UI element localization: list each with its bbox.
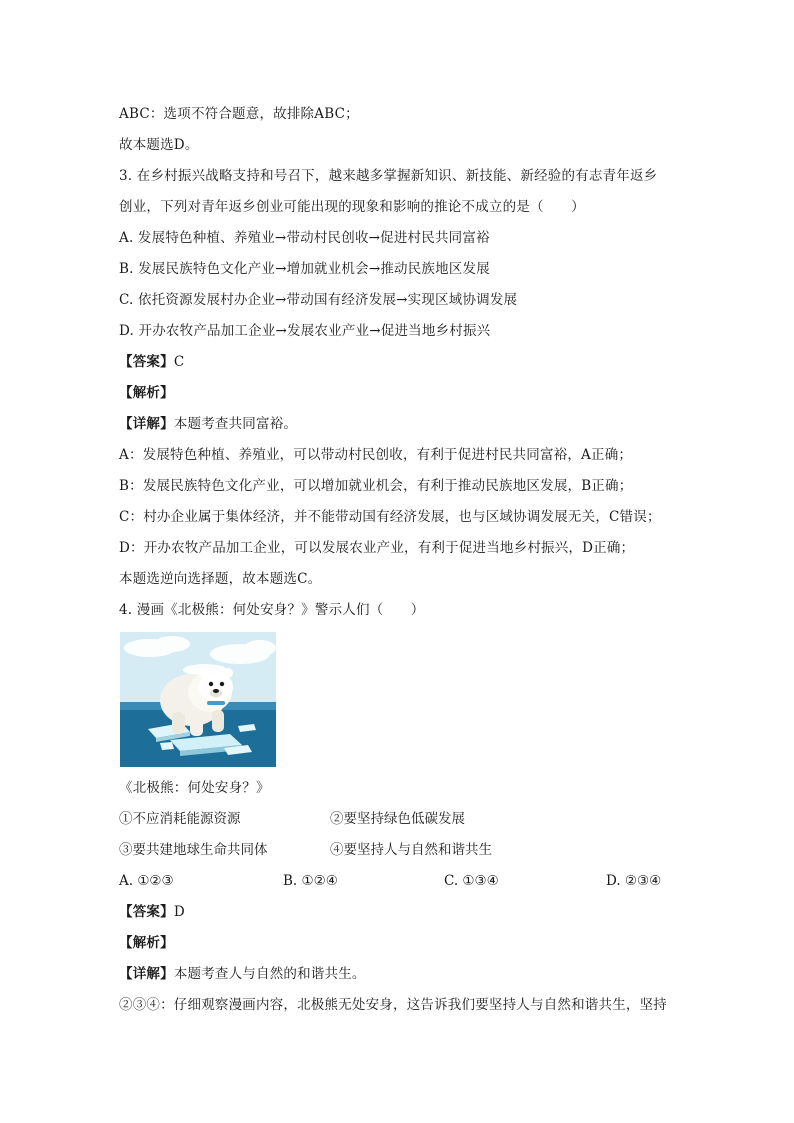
answer-value: C <box>173 354 185 370</box>
question-3-detail <box>119 414 297 434</box>
explanation-b: B：发展民族特色文化产业，可以增加就业机会，有利于推动民族地区发展，B正确； <box>119 478 633 494</box>
detail-tag: 【详解】 <box>119 966 174 982</box>
question-3-option-a: A. 发展特色种植、养殖业→带动村民创收→促进村民共同富裕 <box>119 230 490 246</box>
polar-bear-cartoon <box>120 632 276 767</box>
question-4-option-d: D. ②③④ <box>606 873 662 889</box>
analysis-tag: 【解析】 <box>119 385 174 401</box>
explanation-c: C：村办企业属于集体经济，并不能带动国有经济发展，也与区域协调发展无关，C错误； <box>119 509 661 525</box>
text-line: ABC：选项不符合题意，故排除ABC； <box>119 106 359 122</box>
question-3-answer <box>119 352 184 372</box>
statement-2: ②要坚持绿色低碳发展 <box>330 811 465 827</box>
statement-4: ④要坚持人与自然和谐共生 <box>330 842 492 858</box>
detail-text: 本题考查共同富裕。 <box>173 416 298 432</box>
question-4-option-a: A. ①②③ <box>119 873 174 889</box>
statement-3: ③要共建地球生命共同体 <box>119 842 268 858</box>
question-3-stem: 创业，下列对青年返乡创业可能出现的现象和影响的推论不成立的是（ ） <box>119 199 585 215</box>
detail-text: 本题考查人与自然的和谐共生。 <box>173 966 366 982</box>
answer-tag: 【答案】 <box>119 904 174 920</box>
answer-value: D <box>173 904 185 920</box>
detail-tag: 【详解】 <box>119 416 174 432</box>
question-4-option-c: C. ①③④ <box>444 873 499 889</box>
explanation-a: A：发展特色种植、养殖业，可以带动村民创收，有利于促进村民共同富裕，A正确； <box>119 447 633 463</box>
figure-caption: 《北极熊：何处安身？》 <box>119 780 270 796</box>
question-3-stem: 3. 在乡村振兴战略支持和号召下，越来越多掌握新知识、新技能、新经验的有志青年返乡 <box>119 168 658 184</box>
text-line: 故本题选D。 <box>119 137 199 153</box>
statement-1: ①不应消耗能源资源 <box>119 811 241 827</box>
explanation-line: ②③④：仔细观察漫画内容，北极熊无处安身，这告诉我们要坚持人与自然和谐共生，坚持 <box>119 997 667 1013</box>
question-3-option-c: C. 依托资源发展村办企业→带动国有经济发展→实现区域协调发展 <box>119 292 518 308</box>
answer-tag: 【答案】 <box>119 354 174 370</box>
explanation-d: D：开办农牧产品加工企业，可以发展农业产业，有利于促进当地乡村振兴，D正确； <box>119 540 635 556</box>
question-4-option-b: B. ①②④ <box>283 873 338 889</box>
question-3-option-b: B. 发展民族特色文化产业→增加就业机会→推动民族地区发展 <box>119 261 490 277</box>
question-3-option-d: D. 开办农牧产品加工企业→发展农业产业→促进当地乡村振兴 <box>119 323 491 339</box>
question-4-answer <box>119 902 185 922</box>
analysis-tag: 【解析】 <box>119 935 174 951</box>
question-4-stem: 4. 漫画《北极熊：何处安身？》警示人们（ ） <box>119 602 425 618</box>
question-4-detail <box>119 964 366 984</box>
conclusion: 本题选逆向选择题，故本题选C。 <box>119 571 322 587</box>
